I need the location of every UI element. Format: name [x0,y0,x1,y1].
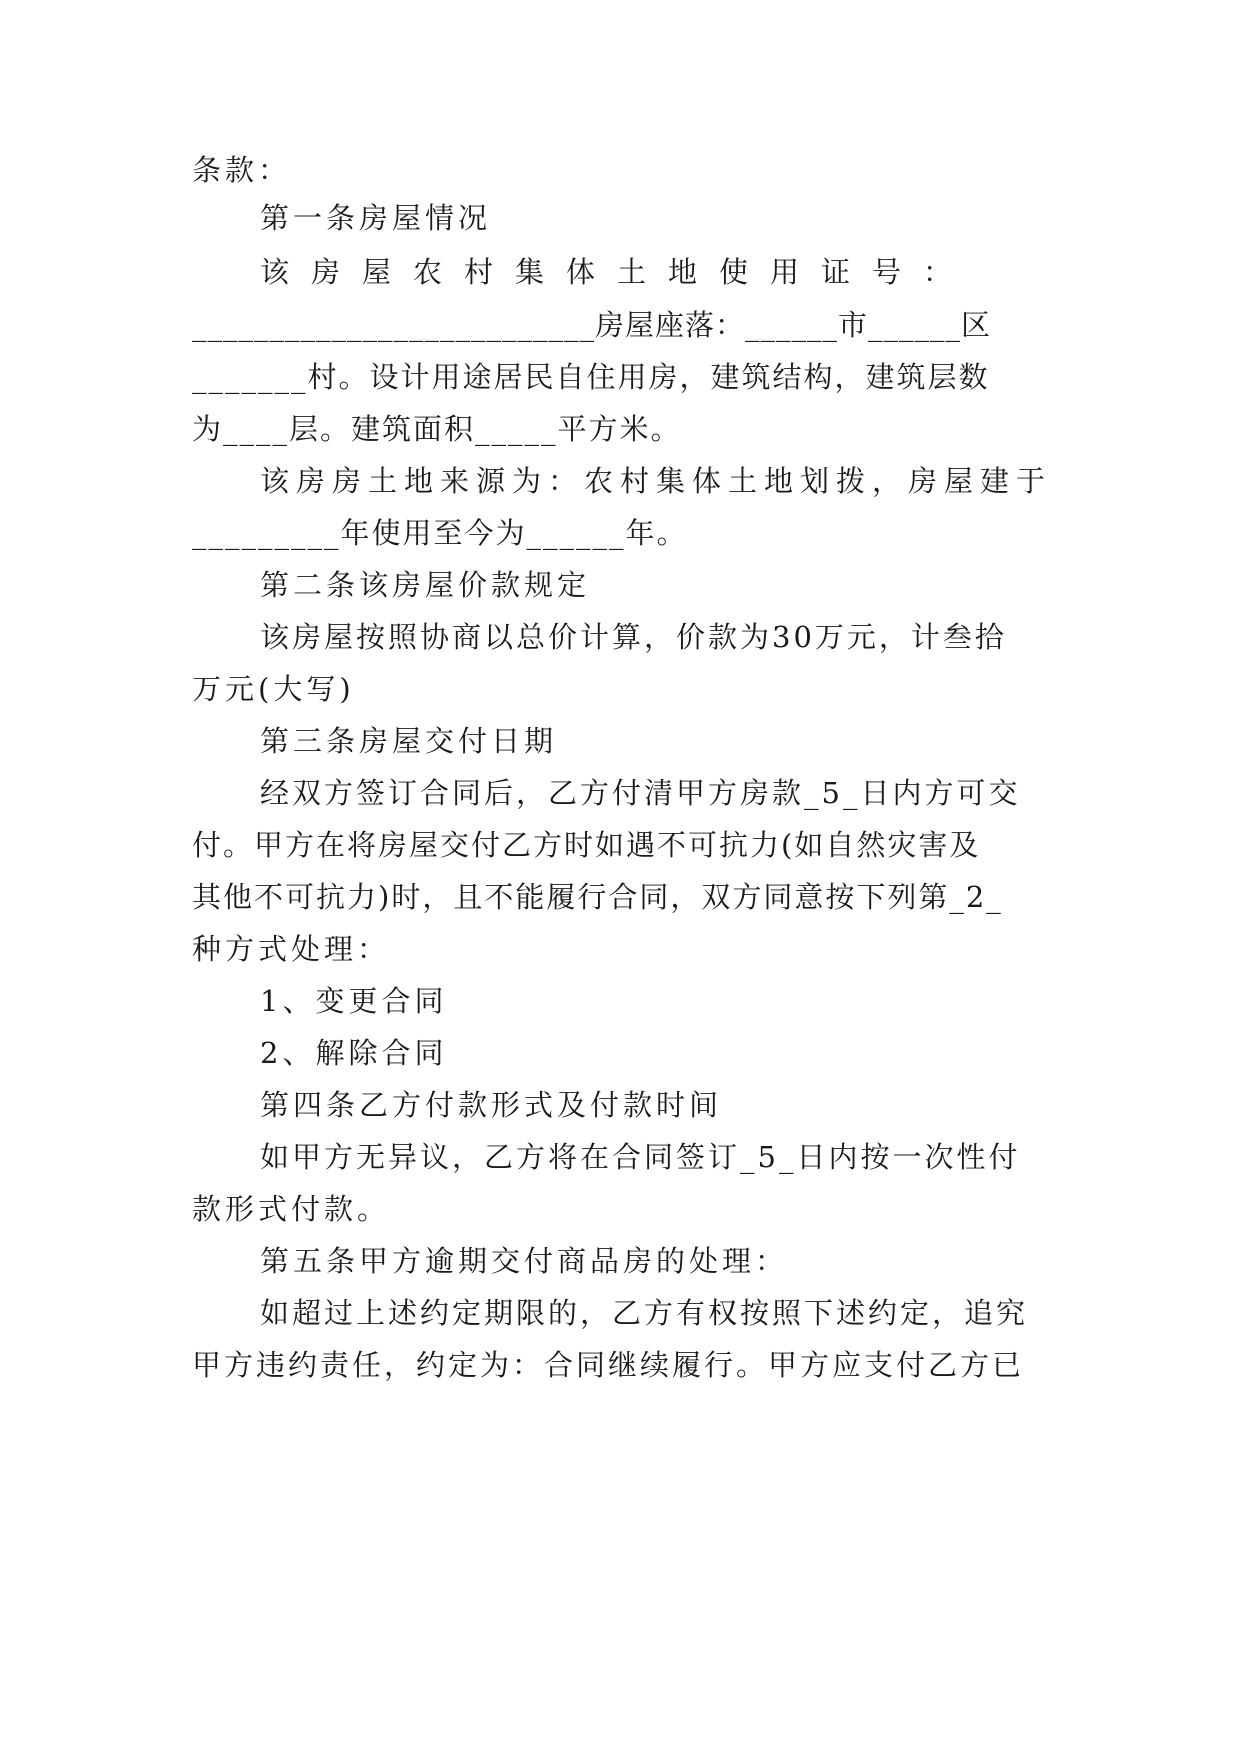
text-line: 付。甲方在将房屋交付乙方时如遇不可抗力(如自然灾害及 [192,828,981,862]
text-line: 其他不可抗力)时，且不能履行合同，双方同意按下列第_2_ [192,880,1003,914]
list-item: 2、解除合同 [260,1036,448,1070]
clause-heading: 第二条该房屋价款规定 [260,568,591,602]
text-line: 条款： [192,153,292,187]
text-line: _________年使用至今为______年。 [192,516,688,550]
text-line: 款形式付款。 [192,1192,391,1226]
text-line: 为____层。建筑面积_____平方米。 [192,412,682,446]
text-line: _______村。设计用途居民自住用房，建筑结构，建筑层数 [192,360,990,394]
clause-heading: 第五条甲方逾期交付商品房的处理： [260,1244,789,1278]
list-item: 1、变更合同 [260,984,448,1018]
clause-heading: 第四条乙方付款形式及付款时间 [260,1088,723,1122]
text-line: 如超过上述约定期限的，乙方有权按照下述约定，追究 [260,1296,1029,1330]
text-line: 万元(大写) [192,672,355,706]
text-line: 该房屋按照协商以总价计算，价款为30万元，计叁拾 [260,620,1007,654]
text-line: 种方式处理： [192,932,391,966]
text-line: 该房房土地来源为：农村集体土地划拨，房屋建于 [260,464,1053,498]
text-line: __________________________房屋座落：______市______区 [192,308,992,342]
clause-heading: 第一条房屋情况 [260,201,492,235]
text-line: 甲方违约责任，约定为：合同继续履行。甲方应支付乙方已 [192,1348,1025,1382]
text-line: 经双方签订合同后，乙方付清甲方房款_5_日内方可交 [260,776,1021,810]
clause-heading: 第三条房屋交付日期 [260,724,558,758]
text-line: 如甲方无异议，乙方将在合同签订_5_日内按一次性付 [260,1140,1021,1174]
text-line: 该房屋农村集体土地使用证号： [260,255,975,289]
